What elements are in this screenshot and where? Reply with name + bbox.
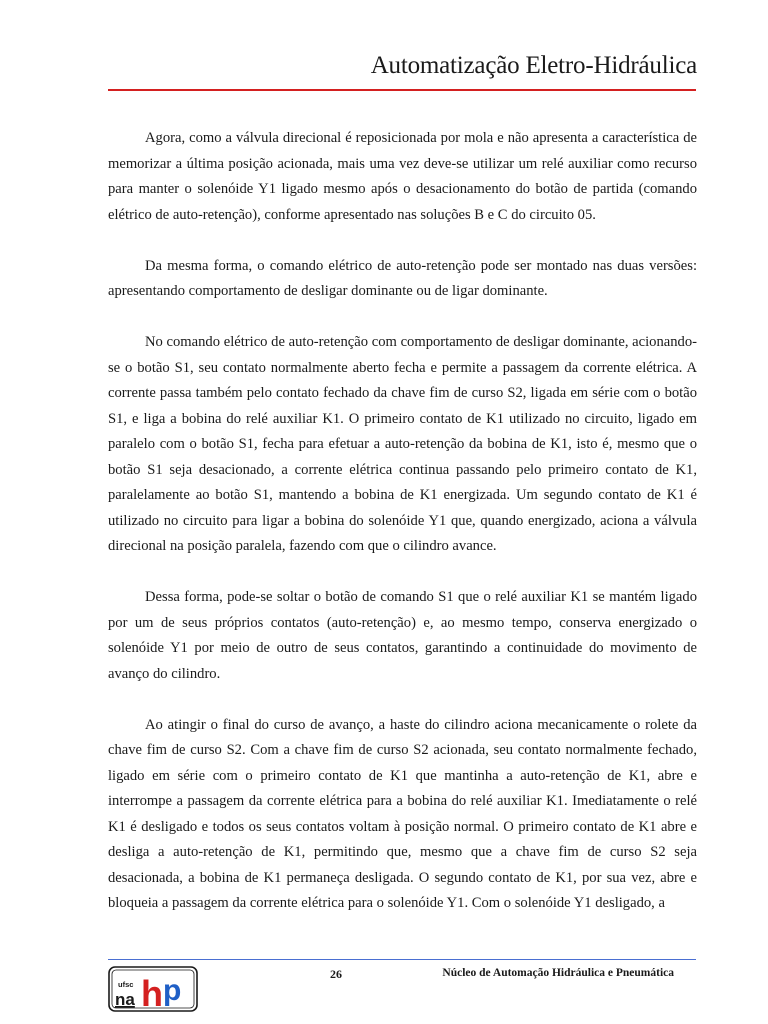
svg-text:h: h bbox=[141, 973, 163, 1012]
page-title: Automatização Eletro-Hidráulica bbox=[370, 52, 697, 79]
paragraph: Dessa forma, pode-se soltar o botão de comando S1 que o relé auxiliar K1 se mantém ligado por um de seus próprios contatos (auto-retenção) e, ao mesmo tempo, conserva energizado o solenóide Y1 por meio de outro de seus contatos, garantindo a continuidade do movimento de avanço do cilindro. bbox=[108, 589, 697, 682]
svg-text:na: na bbox=[115, 990, 135, 1009]
paragraph: No comando elétrico de auto-retenção com comportamento de desligar dominante, acionando-se o botão S1, seu contato normalmente aberto fecha e permite a passagem da corrente elétrica. A corrente passa também pelo contato fechado da chave fim de curso S2, ligada em série com o botão S1, e liga a bobina do relé auxiliar K1. O primeiro contato de K1 utilizado no circuito, ligado em paralelo com o botão S1, fecha para efetuar a auto-retenção da bobina de K1, isto é, mesmo que o botão S1 seja desacionado, a corrente elétrica continua passando pelo primeiro contato de K1, paralelamente ao botão S1, mantendo a bobina de K1 energizada. Um segundo contato de K1 é utilizado no circuito para ligar a bobina do solenóide Y1 que, quando energizado, aciona a válvula direcional na posição paralela, fazendo com que o cilindro avance. bbox=[108, 334, 697, 554]
nahp-logo-icon bbox=[108, 966, 198, 1012]
svg-text:ufsc: ufsc bbox=[118, 980, 134, 989]
nahp-logo bbox=[108, 966, 198, 1012]
document-body bbox=[108, 126, 697, 917]
page-number: 26 bbox=[330, 967, 342, 981]
paragraph: Da mesma forma, o comando elétrico de auto-retenção pode ser montado nas duas versões: apresentando comportamento de desligar dominante ou de ligar dominante. bbox=[108, 257, 697, 299]
header-divider bbox=[108, 89, 696, 91]
svg-text:p: p bbox=[163, 974, 182, 1007]
footer-organization: Núcleo de Automação Hidráulica e Pneumática bbox=[442, 967, 674, 979]
footer-divider bbox=[108, 959, 696, 960]
paragraph: Ao atingir o final do curso de avanço, a haste do cilindro aciona mecanicamente o rolete da chave fim de curso S2. Com a chave fim de curso S2 acionada, seu contato normalmente fechado, ligado em série com o primeiro contato de K1 que mantinha a auto-retenção de K1, abre e interrompe a passagem da corrente elétrica para a bobina do relé auxiliar K1. Imediatamente o relé K1 é desligado e todos os seus contatos voltam à posição normal. O primeiro contato de K1 abre e desliga a auto-retenção de K1, permitindo que, mesmo que a chave fim de curso S2 seja desacionada, a bobina de K1 permaneça desligada. O segundo contato de K1, por sua vez, abre e bloqueia a passagem da corrente elétrica para o solenóide Y1. Com o solenóide Y1 desligado, a bbox=[108, 716, 697, 911]
paragraph: Agora, como a válvula direcional é reposicionada por mola e não apresenta a característica de memorizar a última posição acionada, mais uma vez deve-se utilizar um relé auxiliar como recurso para manter o solenóide Y1 ligado mesmo após o desacionamento do botão de partida (comando elétrico de auto-retenção), conforme apresentado nas soluções B e C do circuito 05. bbox=[108, 130, 697, 223]
